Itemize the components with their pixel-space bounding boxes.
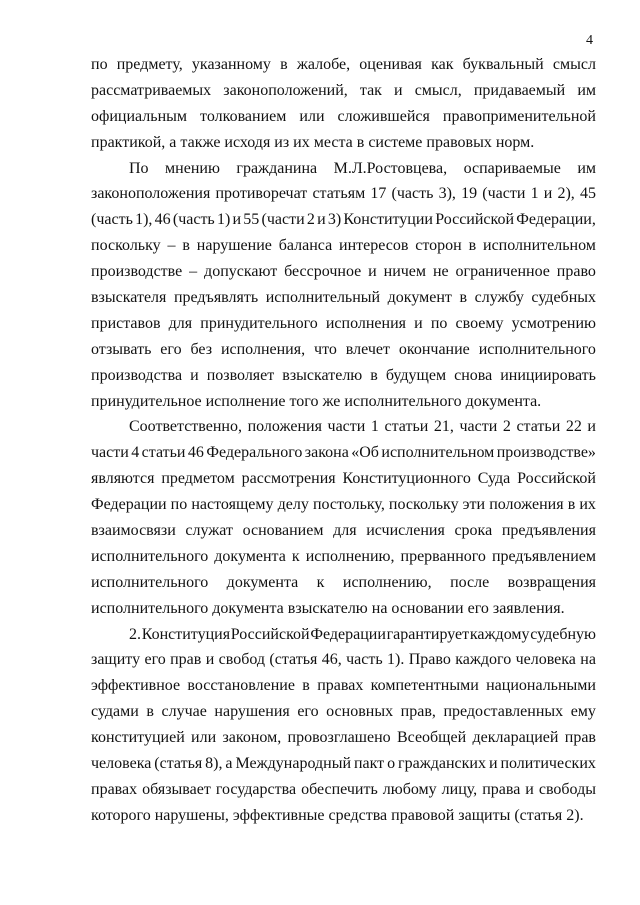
text-line: эффективное восстановление в правах компетентными национальными [91,677,596,695]
text-line: части 4 статьи 46 Федерального закона «Об исполнительном производстве» [91,444,596,462]
text-line: конституцией или законом, провозглашено Всеобщей декларацией прав [91,729,596,747]
text-line: принудительное исполнение того же исполнительного документа. [91,392,542,410]
text-line: 2. Конституция Российской Федерации гарантирует каждому судебную [129,625,596,643]
text-line: рассматриваемых законоположений, так и смысл, придаваемый им [91,81,596,99]
text-line: исполнительного документа к исполнению, прерванного предъявлением [91,547,596,565]
text-line: взыскателя предъявлять исполнительный документ в службу судебных [91,289,596,307]
text-line: являются предметом рассмотрения Конституционного Суда Российской [91,470,596,488]
text-line: официальным толкованием или сложившейся правоприменительной [91,107,596,125]
document-body [91,52,596,829]
text-line: законоположения противоречат статьям 17 (часть 3), 19 (части 1 и 2), 45 [91,185,596,203]
text-line: Соответственно, положения части 1 статьи 21, части 2 статьи 22 и [129,418,596,436]
text-line: поскольку – в нарушение баланса интересов сторон в исполнительном [91,237,596,255]
text-line: исполнительного документа взыскателю на основании его заявления. [91,599,565,617]
text-line: практикой, а также исходя из их места в системе правовых норм. [91,133,535,151]
text-line: судами в случае нарушения его основных прав, предоставленных ему [91,703,596,721]
page-number: 4 [586,33,593,48]
text-line: которого нарушены, эффективные средства правовой защиты (статья 2). [91,806,584,824]
text-line: производства и позволяет взыскателю в будущем снова инициировать [91,366,596,384]
text-line: правах обязывает государства обеспечить любому лицу, права и свободы [91,780,596,798]
text-line: исполнительного документа к исполнению, после возвращения [91,573,596,591]
text-line: отзывать его без исполнения, что влечет окончание исполнительного [91,340,596,358]
text-line: взаимосвязи служат основанием для исчисления срока предъявления [91,522,596,540]
text-line: по предмету, указанному в жалобе, оценивая как буквальный смысл [91,56,596,73]
text-line: приставов для принудительного исполнения и по своему усмотрению [91,314,596,332]
text-line: человека (статья 8), а Международный пакт о гражданских и политических [91,755,596,773]
text-line: защиту его прав и свобод (статья 46, часть 1). Право каждого человека на [91,651,596,669]
text-line: (часть 1), 46 (часть 1) и 55 (части 2 и 3) Конституции Российской Федерации, [91,211,596,229]
text-line: Федерации по настоящему делу постольку, поскольку эти положения в их [91,496,596,514]
text-line: По мнению гражданина М.Л.Ростовцева, оспариваемые им [129,159,596,177]
text-line: производстве – допускают бессрочное и ничем не ограниченное право [91,263,596,281]
